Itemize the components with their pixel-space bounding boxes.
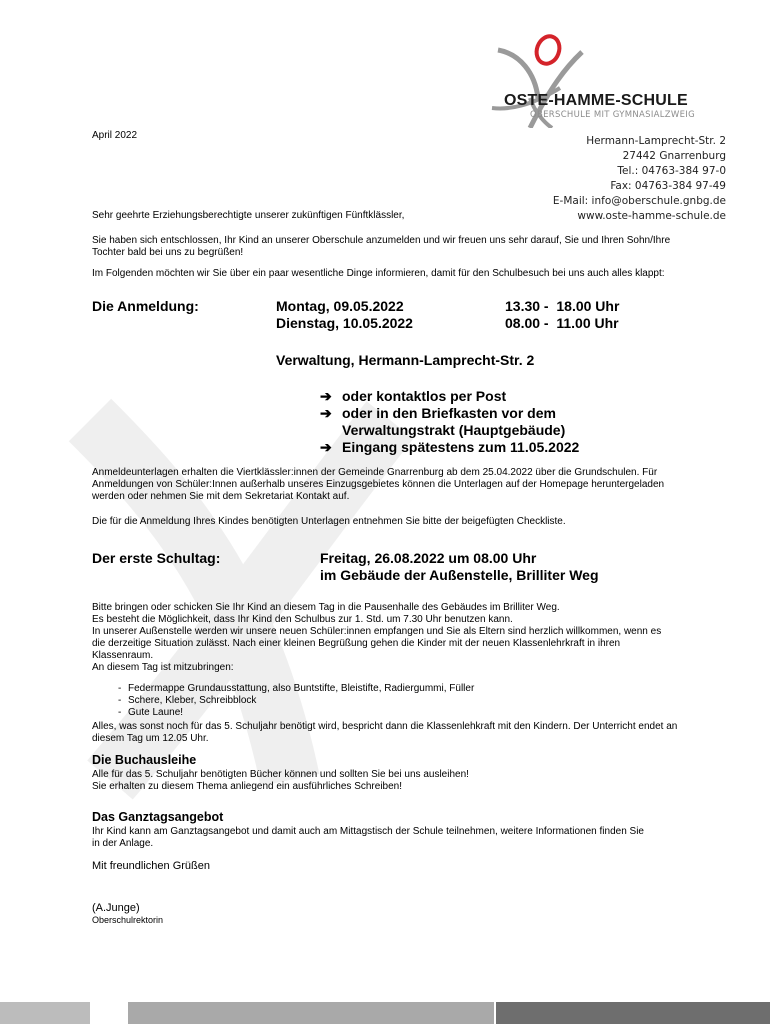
option-item	[320, 405, 630, 439]
dash-bullet: -	[118, 683, 122, 694]
schultag-line-2: im Gebäude der Außenstelle, Brilliter Weg	[320, 567, 599, 583]
address-city: 27442 Gnarrenburg	[622, 150, 726, 162]
dash-bullet: -	[118, 695, 122, 706]
anmeldung-time-1: 13.30 - 18.00 Uhr	[505, 298, 620, 314]
address-email[interactable]: E-Mail: info@oberschule.gnbg.de	[552, 195, 726, 207]
anmeldung-text-2: Die für die Anmeldung Ihres Kindes benötigten Unterlagen entnehmen Sie bitte der beigefügten Checkliste.	[92, 516, 566, 527]
schultag-line-1: Freitag, 26.08.2022 um 08.00 Uhr	[320, 550, 537, 566]
ganztag-heading: Das Ganztagsangebot	[92, 810, 224, 824]
ganztag-text: Ihr Kind kann am Ganztagsangebot und damit auch am Mittagstisch der Schule teilnehmen, weitere Informationen finden Sie in der Anlage.	[92, 826, 644, 849]
buchausleihe-heading: Die Buchausleihe	[92, 753, 197, 767]
dash-bullet: -	[118, 707, 122, 718]
address-website[interactable]: www.oste-hamme-schule.de	[577, 210, 726, 222]
schultag-heading: Der erste Schultag:	[92, 550, 221, 566]
list-item	[92, 695, 672, 707]
signer-title: Oberschulrektorin	[92, 915, 164, 925]
schultag-items	[92, 683, 672, 719]
list-item	[92, 707, 672, 719]
address-fax: Fax: 04763-384 97-49	[610, 180, 726, 192]
anmeldung-location: Verwaltung, Hermann-Lamprecht-Str. 2	[276, 352, 535, 368]
logo-name: OSTE-HAMME-SCHULE	[504, 92, 688, 109]
closing-greeting: Mit freundlichen Grüßen	[92, 860, 210, 872]
option-text: oder kontaktlos per Post	[342, 388, 507, 404]
school-logo	[490, 28, 730, 128]
footer-bar-right	[496, 1002, 770, 1024]
arrow-right-icon: ➔	[320, 439, 332, 455]
option-item	[320, 388, 630, 405]
address-phone: Tel.: 04763-384 97-0	[617, 165, 726, 177]
school-address	[506, 134, 726, 224]
option-text: oder in den Briefkasten vor dem Verwaltungstrakt (Hauptgebäude)	[342, 405, 566, 438]
signer-name: (A.Junge)	[92, 902, 140, 914]
anmeldung-heading: Die Anmeldung:	[92, 298, 199, 314]
buchausleihe-text: Alle für das 5. Schuljahr benötigten Bücher können und sollten Sie bei uns ausleihen! Sie erhalten zu diesem Thema anliegend ein ausführliches Schreiben!	[92, 769, 469, 792]
arrow-right-icon: ➔	[320, 388, 332, 404]
anmeldung-text-1: Anmeldeunterlagen erhalten die Viertklässler:innen der Gemeinde Gnarrenburg ab dem 25.04.2022 über die Grundschulen. Für Anmeldungen von Schüler:Innen außerhalb unseres Einzugsgebietes können die Unterlagen auf der Homepage heruntergeladen werden oder nehmen Sie mit dem Sekretariat Kontakt auf.	[92, 467, 665, 502]
option-text: Eingang spätestens zum 11.05.2022	[342, 439, 580, 455]
logo-subtitle: OBERSCHULE MIT GYMNASIALZWEIG	[530, 110, 695, 120]
list-item-text: Gute Laune!	[128, 707, 184, 718]
anmeldung-time-2: 08.00 - 11.00 Uhr	[505, 315, 619, 331]
list-item-text: Federmappe Grundausstattung, also Buntstifte, Bleistifte, Radiergummi, Füller	[128, 683, 475, 694]
footer-bar-left	[0, 1002, 90, 1024]
intro-paragraph-1: Sie haben sich entschlossen, Ihr Kind an unserer Oberschule anzumelden und wir freuen uns sehr darauf, Sie und Ihren Sohn/Ihre Tochter bald bei uns zu begrüßen!	[92, 235, 671, 258]
list-item-text: Schere, Kleber, Schreibblock	[128, 695, 257, 706]
footer-bar-middle	[128, 1002, 494, 1024]
anmeldung-day-2: Dienstag, 10.05.2022	[276, 315, 413, 331]
address-street: Hermann-Lamprecht-Str. 2	[586, 135, 726, 147]
intro-paragraph-2: Im Folgenden möchten wir Sie über ein paar wesentliche Dinge informieren, damit für den Schulbesuch bei uns auch alles klappt:	[92, 268, 665, 279]
schultag-text-after: Alles, was sonst noch für das 5. Schuljahr benötigt wird, bespricht dann die Klassenlehkraft mit den Kindern. Der Unterricht endet an diesem Tag um 12.05 Uhr.	[92, 721, 678, 744]
schultag-text: Bitte bringen oder schicken Sie Ihr Kind an diesem Tag in die Pausenhalle des Gebäudes im Brilliter Weg. Es besteht die Möglichkeit, dass Ihr Kind den Schulbus zur 1. Std. um 7.30 Uhr benutzen kann. In unserer Außenstelle werden wir unsere neuen Schüler:innen empfangen und Sie als Eltern sind herzlich willkommen, wenn es die derzeitige Situation zulässt. Nach einer kleinen Begrüßung gehen die Kinder mit der neuen Klassenlehrkraft in ihren Klassenraum. An diesem Tag ist mitzubringen:	[92, 602, 662, 673]
anmeldung-options	[320, 388, 630, 456]
letter-date: April 2022	[92, 130, 138, 141]
list-item	[92, 683, 672, 695]
option-item	[320, 439, 630, 456]
salutation: Sehr geehrte Erziehungsberechtigte unserer zukünftigen Fünftklässler,	[92, 210, 405, 221]
arrow-right-icon: ➔	[320, 405, 332, 421]
anmeldung-day-1: Montag, 09.05.2022	[276, 298, 404, 314]
